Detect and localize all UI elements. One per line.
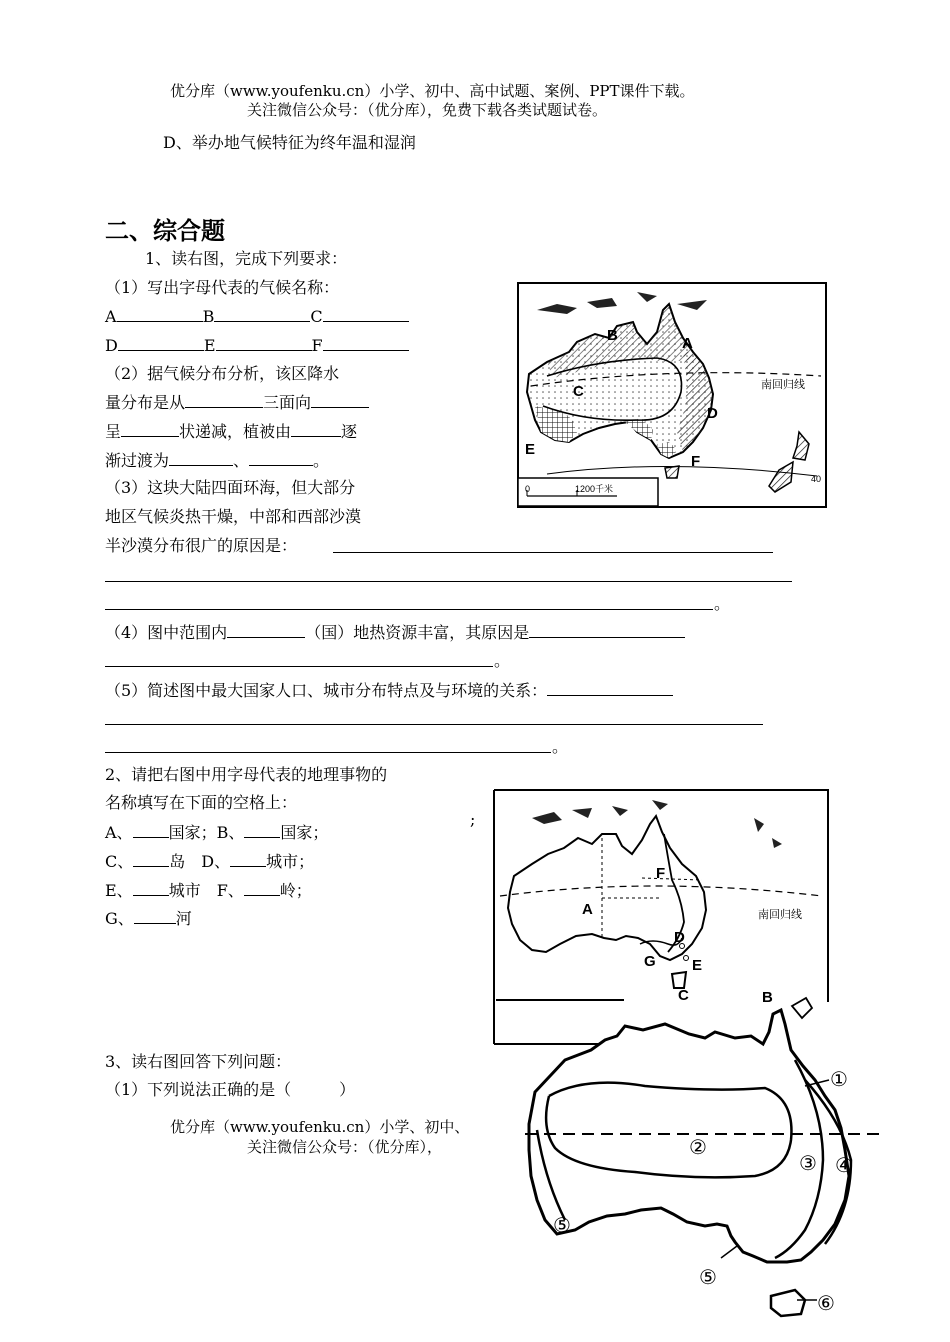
label-6: ⑥ [817, 1293, 835, 1315]
blank[interactable] [227, 622, 305, 638]
label-5-south: ⑤ [699, 1267, 717, 1289]
answer-line[interactable] [105, 752, 551, 753]
q1-part3-line3: 半沙漠分布很广的原因是： [105, 536, 298, 555]
previous-option-d: D、举办地气候特征为终年温和湿润 [163, 133, 416, 152]
q1-part2-line4 [105, 450, 329, 471]
label-5-west: ⑤ [553, 1215, 571, 1237]
label-g: G [644, 953, 656, 970]
tropic-label: 南回归线 [761, 379, 805, 391]
q1-intro: 1、读右图，完成下列要求： [145, 249, 348, 268]
blank[interactable] [133, 880, 169, 896]
text: 呈 [105, 422, 122, 441]
q2-row-2 [105, 851, 314, 872]
text: 城市 F、 [168, 881, 244, 900]
letter-c: C [310, 307, 323, 326]
blank-c[interactable] [323, 306, 409, 322]
text: 。 [313, 451, 330, 470]
q2-row-3 [105, 880, 312, 901]
section-title: 二、综合题 [105, 217, 225, 245]
q1-part3-line2: 地区气候炎热干燥，中部和西部沙漠 [105, 507, 362, 526]
blank[interactable] [244, 822, 280, 838]
islands [754, 818, 782, 848]
text: （4）图中范围内 [105, 623, 228, 642]
blank[interactable] [291, 421, 341, 437]
label-d: D [674, 929, 685, 946]
blank[interactable] [169, 450, 233, 466]
label-c: C [573, 383, 584, 400]
text: 三面向 [263, 393, 312, 412]
label-f: F [656, 865, 666, 882]
blank[interactable] [133, 851, 169, 867]
text: 城市； [266, 852, 315, 871]
q1-part1: （1）写出字母代表的气候名称： [105, 278, 340, 297]
q1-climate-row-2 [105, 335, 409, 356]
text: 逐 [341, 422, 358, 441]
blank[interactable] [244, 880, 280, 896]
climate-map [517, 282, 827, 508]
blank[interactable] [133, 822, 169, 838]
letter-a: A [105, 307, 117, 326]
blank-b[interactable] [214, 306, 310, 322]
q2-row-4 [105, 908, 192, 929]
footer-line-2: 关注微信公众号：（优分库）， [247, 1138, 443, 1156]
q1-part3-line1: （3）这块大陆四面环海，但大部分 [105, 478, 356, 497]
q1-part2-line3 [105, 421, 357, 442]
text: 河 [175, 909, 192, 928]
label-e: E [692, 957, 703, 974]
blank[interactable] [249, 450, 313, 466]
text: 、 [233, 451, 250, 470]
label-c: C [678, 987, 689, 1004]
islands [532, 800, 668, 824]
tasmania [771, 1290, 805, 1316]
text: 状递减，植被由 [179, 422, 292, 441]
q1-part4-line1 [105, 622, 685, 643]
label-f: F [691, 453, 701, 470]
scale-distance: 1200千米 [575, 484, 614, 494]
q1-part2-line2 [105, 392, 369, 413]
label-2: ② [689, 1137, 707, 1159]
label-d: D [707, 405, 718, 422]
blank[interactable] [311, 392, 369, 408]
blank[interactable] [121, 421, 179, 437]
city-dot-e [684, 956, 689, 961]
blank[interactable] [134, 908, 176, 924]
stray-semicolon: ; [470, 810, 476, 829]
blank-a[interactable] [117, 306, 203, 322]
text: 渐过渡为 [105, 451, 170, 470]
text: A、 [105, 823, 133, 842]
blank-e[interactable] [216, 335, 312, 351]
text: （5）简述图中最大国家人口、城市分布特点及与环境的关系： [105, 681, 548, 700]
scale-zero: 0 [525, 484, 531, 494]
australia-outline [529, 1010, 849, 1262]
tasmania [672, 972, 686, 988]
letter-d: D [105, 336, 118, 355]
answer-line[interactable] [105, 666, 493, 667]
text: （国）地热资源丰富，其原因是 [305, 623, 530, 642]
answer-line[interactable] [105, 581, 792, 582]
q1-part5-line1 [105, 680, 673, 701]
numbered-map [505, 1000, 890, 1340]
blank[interactable] [230, 851, 266, 867]
answer-line[interactable] [333, 552, 773, 553]
lon-label: 40 [811, 474, 822, 484]
q2-intro-line2: 名称填写在下面的空格上： [105, 793, 298, 812]
text: G、 [105, 909, 134, 928]
header-line-1: 优分库（www.youfenku.cn）小学、初中、高中试题、案例、PPT课件下载。 [170, 82, 695, 100]
text: E、 [105, 881, 133, 900]
text: C、 [105, 852, 134, 871]
letter-f: F [311, 336, 323, 355]
label-e: E [525, 441, 536, 458]
text: 国家；B、 [168, 823, 245, 842]
answer-line[interactable] [105, 724, 763, 725]
label-1: ① [830, 1069, 848, 1091]
text: 量分布是从 [105, 393, 186, 412]
period: 。 [714, 594, 731, 613]
label-3: ③ [799, 1153, 817, 1175]
label-b: B [762, 989, 773, 1006]
label-a: A [682, 335, 693, 352]
q1-climate-row-1 [105, 306, 409, 327]
q2-intro-line1: 2、请把右图中用字母代表的地理事物的 [105, 765, 388, 784]
blank[interactable] [547, 680, 673, 696]
blank-f[interactable] [323, 335, 409, 351]
tropic-label: 南回归线 [758, 909, 802, 921]
blank[interactable] [185, 392, 263, 408]
blank[interactable] [529, 622, 685, 638]
q3-intro: 3、读右图回答下列问题： [105, 1052, 292, 1071]
leader-line [721, 1246, 737, 1258]
letter-e: E [203, 336, 216, 355]
text: 岛 D、 [169, 852, 231, 871]
label-b: B [607, 327, 618, 344]
header-line-2: 关注微信公众号：（优分库），免费下载各类试题试卷。 [247, 101, 608, 119]
period: 。 [552, 737, 569, 756]
answer-line[interactable] [105, 609, 713, 610]
text: 岭； [279, 881, 312, 900]
period: 。 [494, 651, 511, 670]
letter-b: B [202, 307, 215, 326]
q1-part2-line1: （2）据气候分布分析，该区降水 [105, 364, 340, 383]
q2-row-1 [105, 822, 328, 843]
blank-d[interactable] [118, 335, 204, 351]
tasmania [665, 466, 679, 478]
q3-part1: （1）下列说法正确的是（ ） [105, 1080, 356, 1099]
label-a: A [582, 901, 593, 918]
label-4: ④ [835, 1155, 853, 1177]
text: 国家； [280, 823, 329, 842]
footer-line-1: 优分库（www.youfenku.cn）小学、初中、 [170, 1118, 470, 1136]
